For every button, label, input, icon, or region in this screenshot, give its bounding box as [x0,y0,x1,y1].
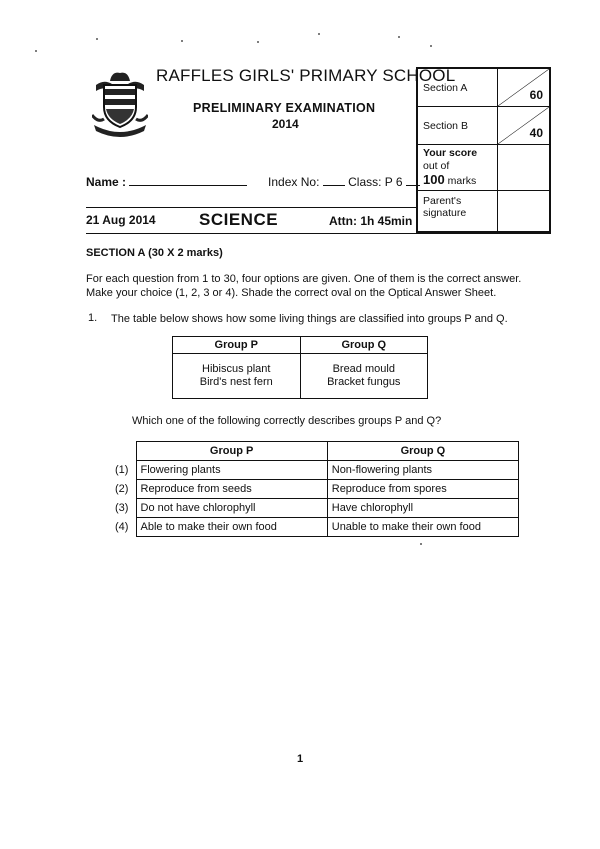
divider-line [86,207,416,208]
page-number: 1 [297,753,304,765]
question-number: 1. [88,312,98,324]
school-name: RAFFLES GIRLS' PRIMARY SCHOOL [156,66,456,85]
index-blank [323,174,345,186]
option-group-q: Have chlorophyll [327,499,518,518]
option-number: (3) [115,502,129,514]
class-blank [406,174,420,186]
subject-title: SCIENCE [199,210,279,229]
scan-speck [181,40,183,42]
header-bottom-line [86,233,551,234]
scan-speck [398,36,400,38]
option-row [108,480,519,499]
total-score-label [418,145,498,191]
section-instructions: For each question from 1 to 30, four options are given. One of them is the correct answer. Make your choice (1, 2, 3 or 4). Shade the correct oval on the Optical Answer Sheet. [86,273,522,299]
marks-word: marks [447,175,477,187]
group-p-header: Group P [173,337,301,354]
option-group-p: Able to make their own food [136,518,327,537]
group-q-header: Group Q [300,337,428,354]
section-title: SECTION A (30 X 2 marks) [86,247,223,259]
classification-table [172,336,428,399]
class-label: Class: P 6 [348,175,403,189]
question-text: The table below shows how some living things are classified into groups P and Q. [111,313,508,325]
paper-info-row [86,210,416,229]
option-row [108,518,519,537]
option-group-p: Flowering plants [136,461,327,480]
section-b-max-marks: 40 [529,126,543,140]
option-group-q: Non-flowering plants [327,461,518,480]
exam-year: 2014 [272,117,299,131]
school-crest-logo [92,67,148,137]
option-number: (2) [115,483,129,495]
option-group-p: Reproduce from seeds [136,480,327,499]
score-box [416,67,551,233]
out-of-text: out of [423,160,450,172]
group-q-members: Bread mould Bracket fungus [300,354,428,399]
total-marks: 100 [423,172,445,187]
option-number: (1) [115,464,129,476]
scan-speck [96,38,98,40]
section-b-score-cell [498,107,550,145]
option-row [108,461,519,480]
your-score-text: Your score [423,147,478,159]
question-prompt: Which one of the following correctly describes groups P and Q? [132,415,442,427]
scan-speck [430,45,432,47]
index-label: Index No: [268,175,320,189]
scan-speck [420,543,422,545]
options-group-q-header: Group Q [327,442,518,461]
section-b-label: Section B [418,107,498,145]
option-row [108,499,519,518]
section-a-max-marks: 60 [529,88,543,102]
scan-speck [257,41,259,43]
section-a-score-cell [498,69,550,107]
scan-speck [318,33,320,35]
name-blank [129,174,247,186]
exam-title: PRELIMINARY EXAMINATION [193,101,376,115]
parent-signature-cell [498,191,550,232]
option-group-q: Reproduce from spores [327,480,518,499]
option-number: (4) [115,521,129,533]
option-group-p: Do not have chlorophyll [136,499,327,518]
scan-speck [35,50,37,52]
total-score-cell [498,145,550,191]
options-group-p-header: Group P [136,442,327,461]
answer-options-table [108,441,519,537]
option-group-q: Unable to make their own food [327,518,518,537]
section-a-label: Section A [418,69,498,107]
exam-date: 21 Aug 2014 [86,213,156,227]
parent-signature-label: Parent's signature [418,191,498,232]
name-label: Name : [86,175,127,189]
group-p-members: Hibiscus plant Bird's nest fern [173,354,301,399]
exam-duration: Attn: 1h 45min [329,214,413,228]
student-details-row [86,174,420,189]
